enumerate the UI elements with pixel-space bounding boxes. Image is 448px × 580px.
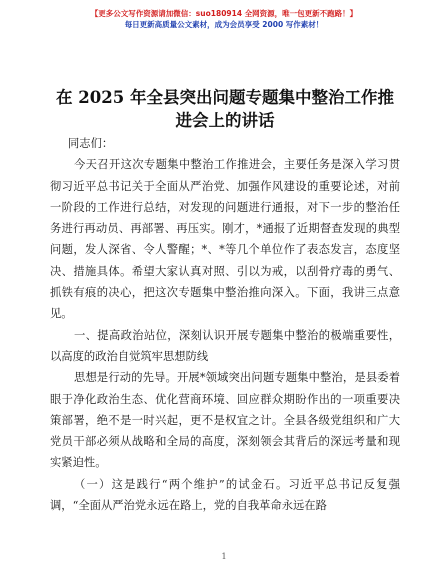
page-number: 1 — [221, 552, 227, 561]
promo-banner-line-1: 【更多公文写作资源请加微信：suo180914 全网资源，唯一包更新不跑路！】 — [90, 9, 358, 18]
document-title: 在 2025 年全县突出问题专题集中整治工作推进会上的讲话 — [56, 88, 394, 130]
promo-banner-line-2: 每日更新高质量公文素材，成为会员享受 2000 写作素材！ — [124, 20, 324, 29]
salutation: 同志们： — [68, 137, 114, 150]
body-paragraph: 今天召开这次专题集中整治工作推进会，主要任务是深入学习贯彻习近平总书记关于全面从严治党、加强作风建设的重要论述，对前一阶段的工作进行总结，对发现的问题进行通报，对下一步的整治任务进行再动员、再部署、再压实。刚才，*通报了近期督查发现的典型问题，发人深省、令人警醒；*、*等几个单位作了表态发言，态度坚决、措施具体。希望大家认真对照、引以为戒，以刮骨疗毒的勇气、抓铁有痕的决心，把这次专题集中整治推向深入。下面，我讲三点意见。 — [50, 158, 400, 321]
promo-banner — [0, 8, 448, 30]
subsection-paragraph: （一）这是践行“两个维护”的试金石。习近平总书记反复强调，“全面从严治党永远在路上，党的自我革命永远在路 — [50, 477, 400, 513]
body-paragraph: 思想是行动的先导。开展*领域突出问题专题集中整治，是县委着眼于净化政治生态、优化营商环境、回应群众期盼作出的一项重要决策部署，绝不是一时兴起，更不是权宜之计。全县各级党组织和广大党员干部必须从战略和全局的高度，深刻领会其背后的深远考量和现实紧迫性。 — [50, 371, 400, 470]
section-heading: 一、提高政治站位，深刻认识开展专题集中整治的极端重要性，以高度的政治自觉筑牢思想防线 — [50, 328, 400, 363]
document-body — [50, 133, 400, 516]
